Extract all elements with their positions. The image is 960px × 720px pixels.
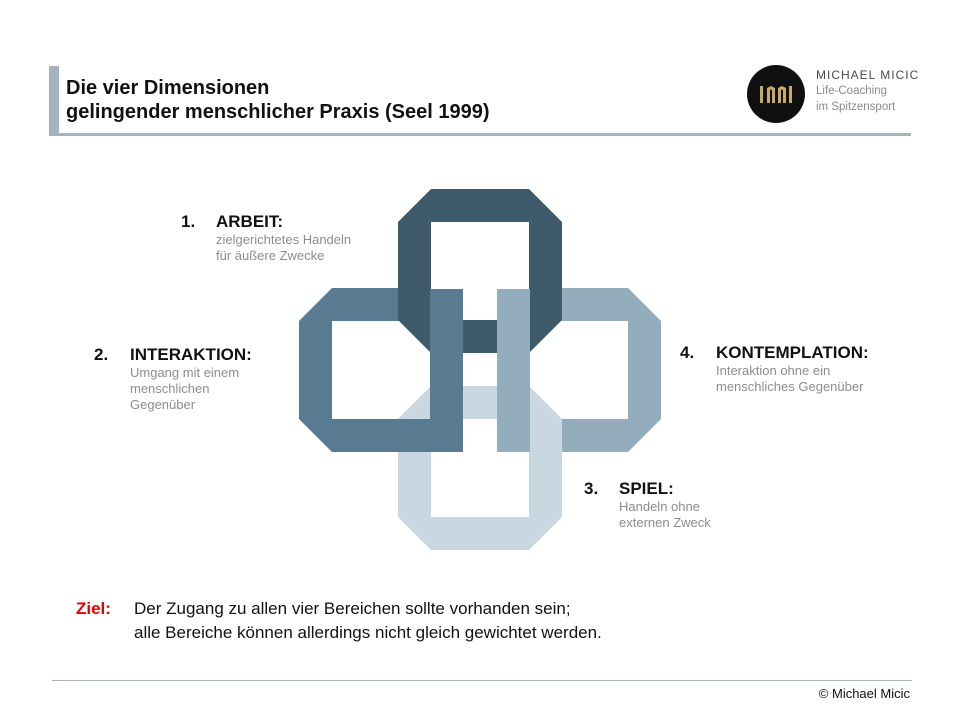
copyright-notice: © Michael Micic bbox=[818, 686, 910, 701]
dimension-arbeit-description bbox=[181, 232, 351, 264]
goal-line-1: Der Zugang zu allen vier Bereichen sollte vorhanden sein; bbox=[134, 599, 571, 618]
dimension-interaktion-description bbox=[94, 365, 252, 413]
dimension-title: SPIEL: bbox=[619, 479, 674, 498]
dimension-number: 4. bbox=[680, 343, 695, 362]
description-line: Interaktion ohne ein bbox=[716, 363, 831, 378]
dimension-interaktion bbox=[94, 345, 252, 413]
dimension-title: KONTEMPLATION: bbox=[716, 343, 869, 362]
dimension-number: 3. bbox=[584, 479, 599, 498]
overlap-kontemplation-over-spiel bbox=[497, 386, 530, 452]
dimension-kontemplation-heading bbox=[680, 343, 869, 363]
description-line: menschliches Gegenüber bbox=[716, 379, 864, 394]
dimension-arbeit bbox=[181, 212, 351, 264]
overlap-interaktion-over-arbeit bbox=[430, 289, 463, 353]
dimension-kontemplation bbox=[680, 343, 869, 395]
dimension-number: 1. bbox=[181, 212, 196, 231]
description-line: externen Zweck bbox=[619, 515, 711, 530]
goal-label: Ziel: bbox=[76, 599, 111, 618]
link-spiel bbox=[398, 386, 562, 550]
description-line: zielgerichtetes Handeln bbox=[216, 232, 352, 247]
title-line-2: gelingender menschlicher Praxis (Seel 1999) bbox=[66, 101, 490, 123]
dimension-title: ARBEIT: bbox=[216, 212, 284, 231]
description-line: menschlichen bbox=[130, 381, 210, 396]
description-line: für äußere Zwecke bbox=[216, 248, 325, 263]
overlap-kontemplation-over-arbeit bbox=[497, 289, 530, 353]
title-line-1: Die vier Dimensionen bbox=[66, 77, 270, 99]
dimension-spiel-description bbox=[584, 499, 711, 531]
description-line: Handeln ohne bbox=[619, 499, 700, 514]
overlap-interaktion-over-spiel bbox=[430, 386, 463, 452]
dimension-spiel bbox=[584, 479, 711, 531]
logo-name: MICHAEL MICIC bbox=[816, 68, 920, 82]
dimension-kontemplation-description bbox=[680, 363, 869, 395]
description-line: Gegenüber bbox=[130, 397, 196, 412]
dimension-interaktion-heading bbox=[94, 345, 252, 365]
goal-line-2: alle Bereiche können allerdings nicht gleich gewichtet werden. bbox=[134, 623, 602, 642]
logo-tagline-1: Life-Coaching bbox=[816, 85, 887, 97]
footer-divider bbox=[52, 680, 912, 681]
logo-tagline-2: im Spitzensport bbox=[816, 101, 896, 113]
description-line: Umgang mit einem bbox=[130, 365, 240, 380]
dimension-spiel-heading bbox=[584, 479, 711, 499]
dimension-number: 2. bbox=[94, 345, 109, 364]
link-arbeit bbox=[398, 189, 562, 353]
dimension-arbeit-heading bbox=[181, 212, 351, 232]
dimension-title: INTERAKTION: bbox=[130, 345, 252, 364]
